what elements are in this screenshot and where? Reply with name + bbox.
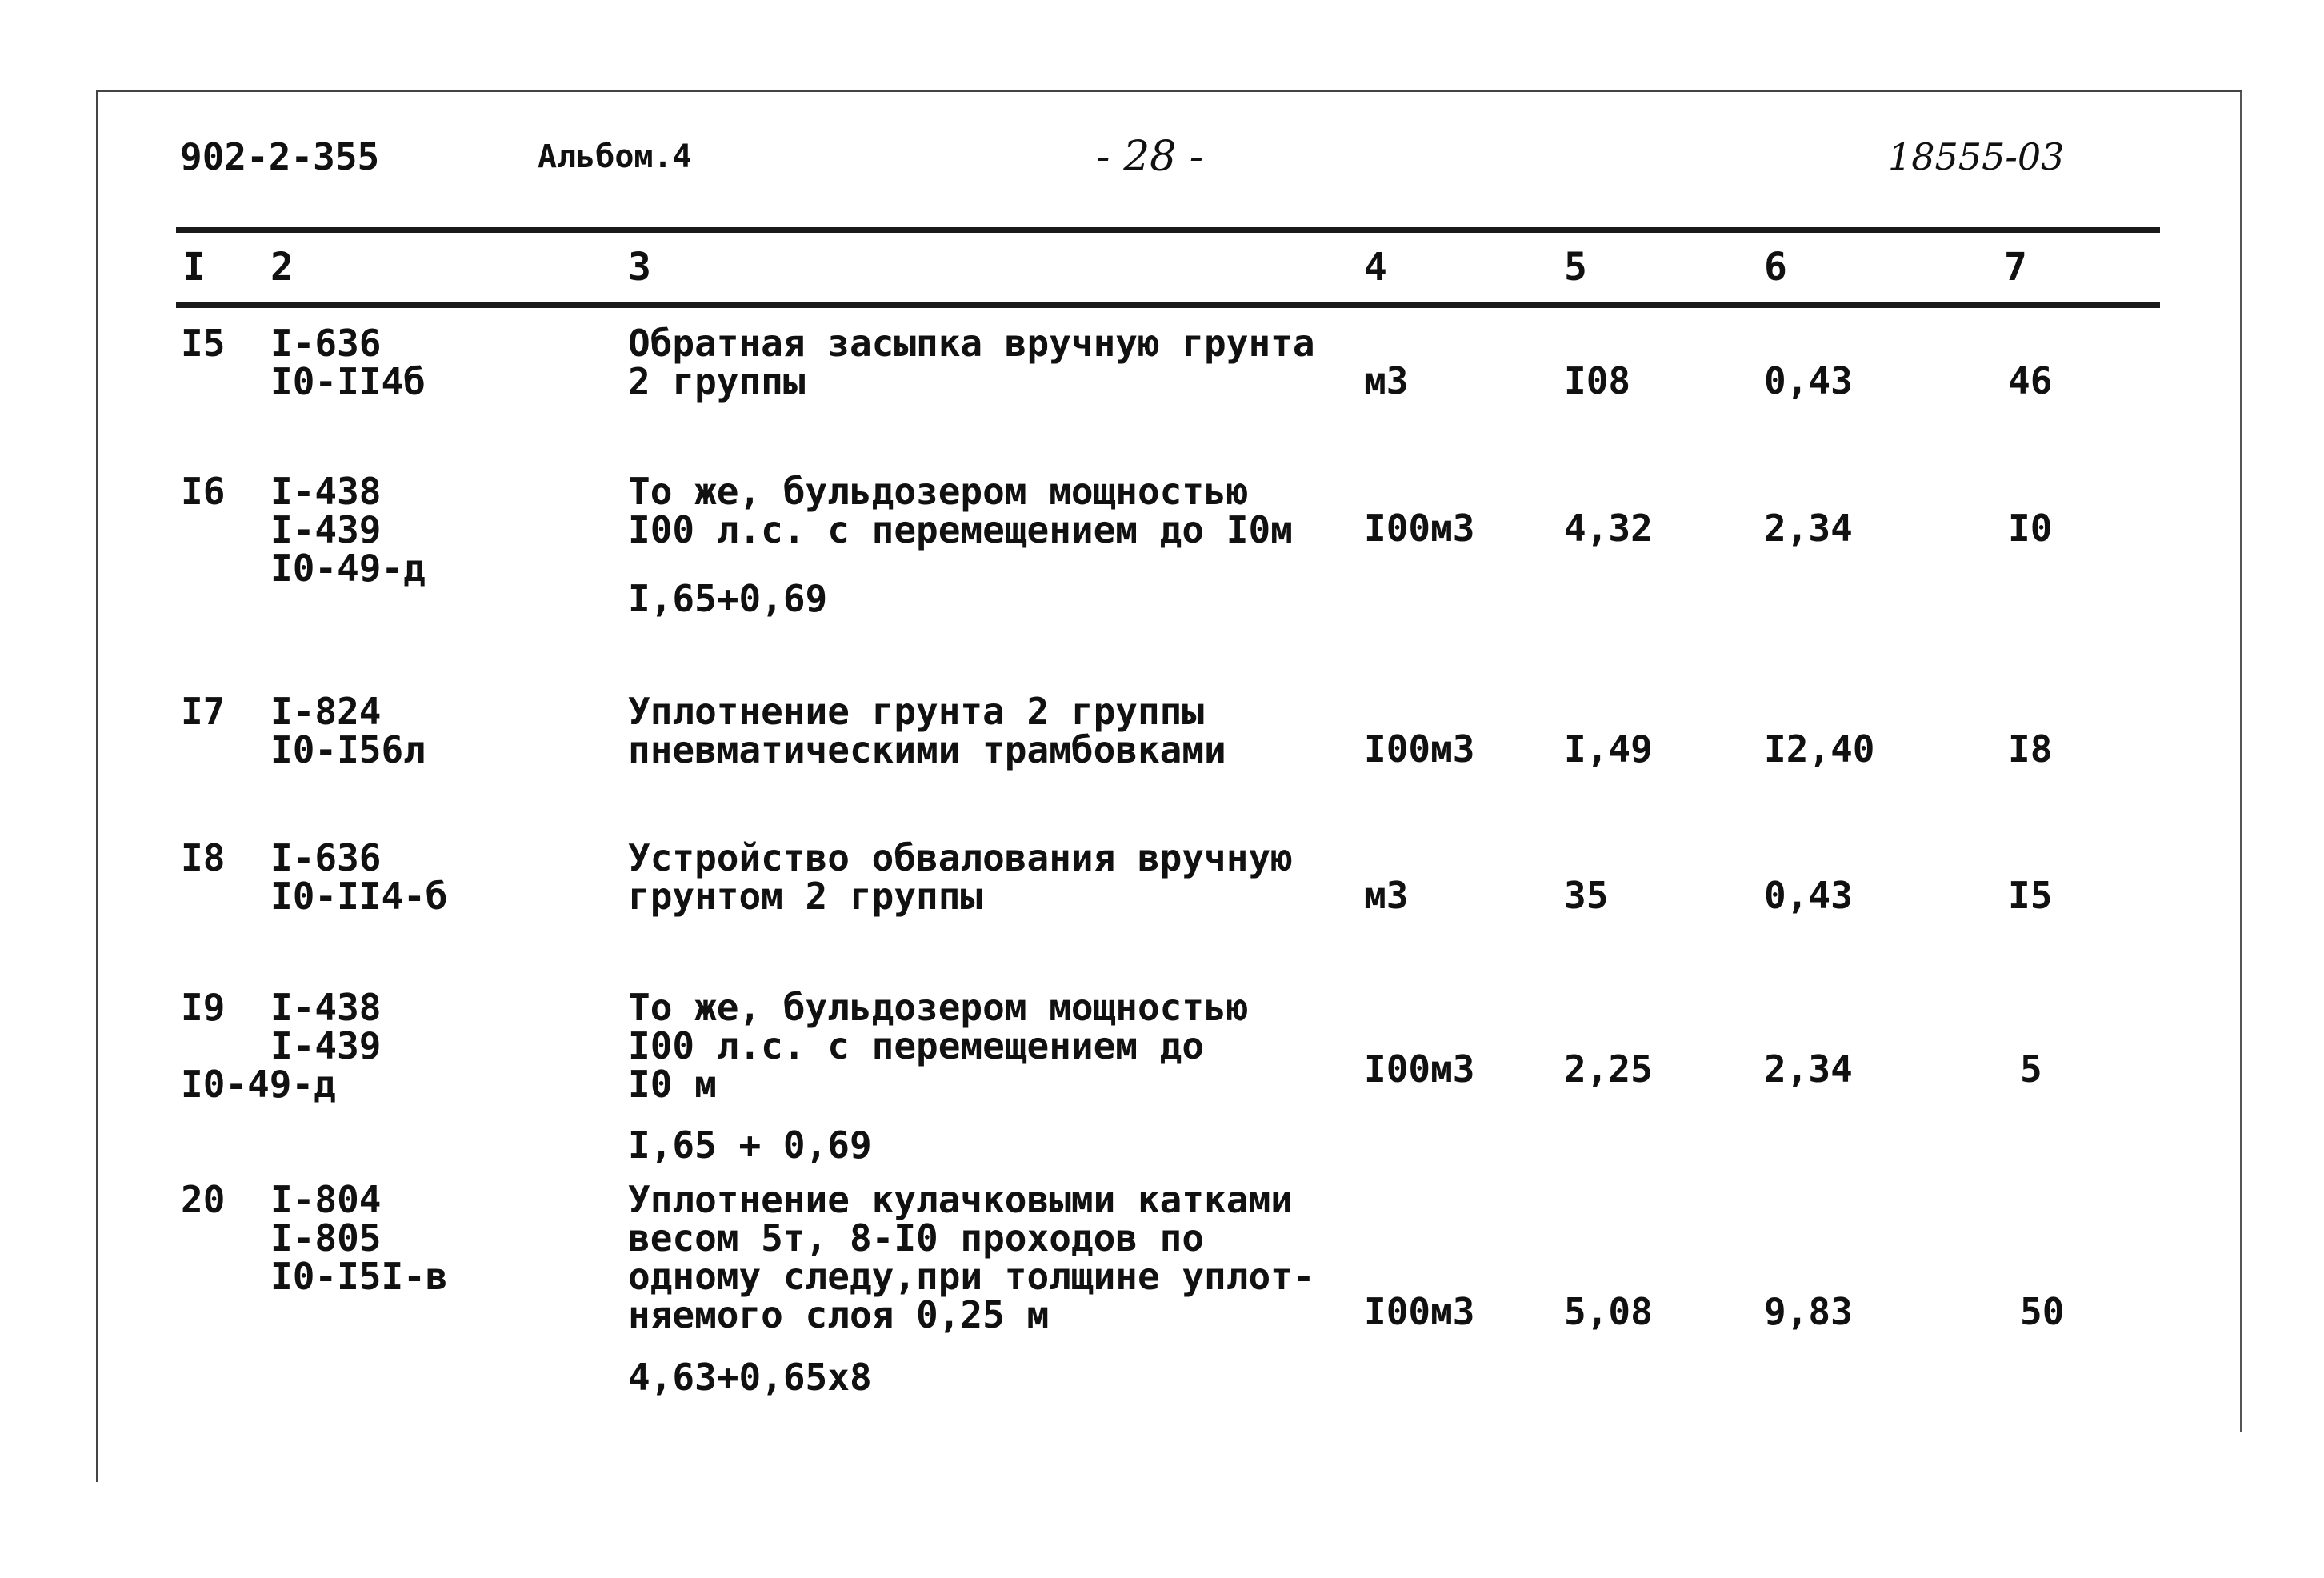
- work-description: [628, 986, 1249, 1167]
- work-description: [628, 692, 1226, 769]
- norm-code: I0-II4-б: [270, 875, 448, 918]
- quantity: 35: [1564, 874, 1609, 917]
- total-cost: 5: [2020, 1047, 2042, 1091]
- total-cost: 50: [2020, 1290, 2065, 1333]
- norm-codes: [270, 1180, 448, 1296]
- norm-codes: [270, 470, 426, 590]
- norm-code: I-438: [270, 470, 382, 513]
- frame-right-line: [2240, 92, 2242, 1432]
- norm-code: I-805: [270, 1216, 382, 1260]
- unit: I00м3: [1364, 507, 1475, 550]
- quantity: I08: [1564, 359, 1631, 403]
- description-line: Уплотнение кулачковыми катками: [628, 1178, 1293, 1221]
- row-number: I5: [181, 322, 226, 365]
- description-line: 2 группы: [628, 360, 806, 403]
- column-number-3: 3: [628, 245, 651, 290]
- norm-codes: [270, 692, 426, 769]
- calculation-formula: 4,63+0,65х8: [628, 1356, 872, 1399]
- calculation-formula: I,65+0,69: [628, 577, 828, 620]
- norm-code: I-439: [270, 1024, 382, 1067]
- norm-code: I0-49-д: [270, 547, 426, 590]
- column-number-2: 2: [270, 245, 294, 290]
- description-line: I00 л.с. с перемещением до I0м: [628, 508, 1293, 551]
- norm-codes: [270, 324, 426, 401]
- quantity: 5,08: [1564, 1290, 1653, 1333]
- page-number: - 28 -: [1096, 133, 1204, 181]
- work-description: [628, 472, 1293, 618]
- norm-codes: [270, 836, 448, 918]
- total-cost: I0: [2008, 507, 2053, 550]
- norm-code: I-636: [270, 322, 382, 365]
- unit: м3: [1364, 359, 1409, 403]
- unit: I00м3: [1364, 1047, 1475, 1091]
- norm-code: I-804: [270, 1178, 382, 1221]
- unit: I00м3: [1364, 727, 1475, 771]
- unit-price: I2,40: [1764, 727, 1875, 771]
- document-code: [180, 134, 379, 179]
- album-label: Альбом.4: [538, 138, 692, 175]
- norm-code: I0-II4б: [270, 360, 426, 403]
- description-line: Уплотнение грунта 2 группы: [628, 690, 1205, 733]
- row-number: I7: [181, 690, 226, 733]
- unit-price: 9,83: [1764, 1290, 1853, 1333]
- quantity: 4,32: [1564, 507, 1653, 550]
- unit-price: 0,43: [1764, 359, 1853, 403]
- header-rule-top: [176, 227, 2160, 233]
- description-line: грунтом 2 группы: [628, 875, 983, 918]
- column-number-7: 7: [2004, 245, 2027, 290]
- unit: м3: [1364, 874, 1409, 917]
- description-line: няемого слоя 0,25 м: [628, 1293, 1050, 1336]
- work-description: [628, 324, 1315, 401]
- row-number: I9: [181, 986, 226, 1029]
- unit: I00м3: [1364, 1290, 1475, 1333]
- quantity: I,49: [1564, 727, 1653, 771]
- description-line: весом 5т, 8-I0 проходов по: [628, 1216, 1205, 1260]
- quantity: 2,25: [1564, 1047, 1653, 1091]
- description-line: Обратная засыпка вручную грунта: [628, 322, 1315, 365]
- description-line: пневматическими трамбовками: [628, 728, 1226, 771]
- column-number-1: I: [182, 245, 206, 290]
- total-cost: I5: [2008, 874, 2053, 917]
- unit-price: 0,43: [1764, 874, 1853, 917]
- description-line: одному следу,при толщине уплот-: [628, 1255, 1315, 1298]
- total-cost: I8: [2008, 727, 2053, 771]
- row-number: I6: [181, 470, 226, 513]
- column-number-5: 5: [1564, 245, 1587, 290]
- description-line: I00 л.с. с перемещением до: [628, 1024, 1205, 1067]
- norm-code: I-438: [270, 986, 382, 1029]
- description-line: Устройство обвалования вручную: [628, 836, 1293, 879]
- norm-code: I0-49-д: [181, 1063, 336, 1106]
- unit-price: 2,34: [1764, 507, 1853, 550]
- norm-code: I-636: [270, 836, 382, 879]
- work-description: [628, 836, 1293, 918]
- document-number: 18555-03: [1888, 135, 2065, 178]
- calculation-formula: I,65 + 0,69: [628, 1123, 872, 1167]
- work-description: [628, 1178, 1315, 1399]
- column-number-6: 6: [1764, 245, 1787, 290]
- norm-code: I-824: [270, 690, 382, 733]
- row-number: I8: [181, 836, 226, 879]
- unit-price: 2,34: [1764, 1047, 1853, 1091]
- frame-left-line: [96, 90, 98, 1482]
- description-line: I0 м: [628, 1063, 717, 1106]
- norm-code: I0-I56л: [270, 728, 426, 771]
- header-rule-bottom: [176, 302, 2160, 308]
- description-line: То же, бульдозером мощностью: [628, 470, 1249, 513]
- norm-code: I-439: [270, 508, 382, 551]
- frame-top-line: [98, 90, 2242, 92]
- total-cost: 46: [2008, 359, 2053, 403]
- column-number-4: 4: [1364, 245, 1387, 290]
- row-number: 20: [181, 1178, 226, 1221]
- description-line: То же, бульдозером мощностью: [628, 986, 1249, 1029]
- norm-code: I0-I5I-в: [270, 1255, 448, 1298]
- document-code-text: 902-2-355: [180, 135, 380, 178]
